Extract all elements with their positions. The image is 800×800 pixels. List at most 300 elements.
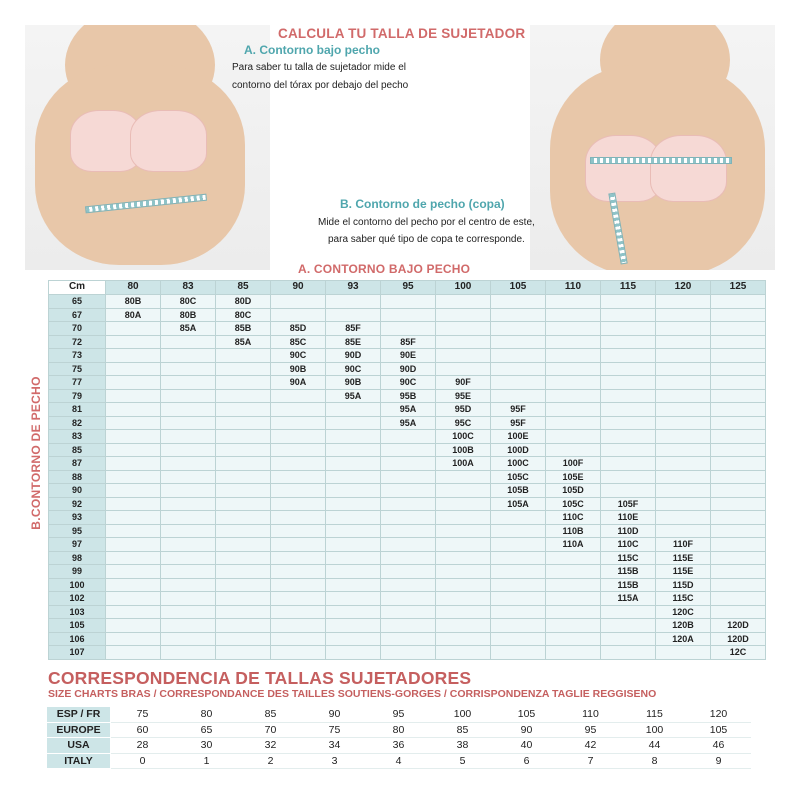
size-cell <box>106 430 161 444</box>
size-system-label: USA <box>47 738 111 754</box>
size-cell <box>216 362 271 376</box>
size-cell <box>546 605 601 619</box>
size-cell: 85B <box>216 322 271 336</box>
section-b-text-line2: para saber qué tipo de copa te corresponde. <box>328 234 525 245</box>
table-row <box>49 632 766 646</box>
size-cell <box>161 632 216 646</box>
size-cell <box>381 646 436 660</box>
correspondence-value: 105 <box>495 707 559 723</box>
correspondence-value: 40 <box>495 738 559 754</box>
size-cell <box>656 295 711 309</box>
size-cell <box>656 376 711 390</box>
size-cell <box>656 389 711 403</box>
bust-row-header: 82 <box>49 416 106 430</box>
size-cell <box>711 524 766 538</box>
size-cell <box>711 295 766 309</box>
size-cell <box>546 416 601 430</box>
underbust-column-header: 80 <box>106 281 161 295</box>
size-cell <box>656 443 711 457</box>
size-cell <box>711 389 766 403</box>
size-cell <box>326 605 381 619</box>
size-cell <box>381 632 436 646</box>
bra-size-table <box>48 280 766 660</box>
correspondence-value: 30 <box>175 738 239 754</box>
section-a-title: A. Contorno bajo pecho <box>244 43 380 57</box>
size-cell <box>271 524 326 538</box>
size-cell <box>161 430 216 444</box>
bust-row-header: 72 <box>49 335 106 349</box>
size-cell <box>656 403 711 417</box>
correspondence-value: 3 <box>303 753 367 769</box>
size-cell <box>271 443 326 457</box>
size-cell: 120B <box>656 619 711 633</box>
size-cell <box>216 389 271 403</box>
bust-row-header: 106 <box>49 632 106 646</box>
size-cell <box>601 362 656 376</box>
size-cell <box>106 349 161 363</box>
bust-row-header: 65 <box>49 295 106 309</box>
size-cell <box>491 349 546 363</box>
size-cell <box>436 565 491 579</box>
size-cell <box>546 322 601 336</box>
size-cell: 90D <box>326 349 381 363</box>
size-cell <box>381 605 436 619</box>
correspondence-value: 46 <box>687 738 751 754</box>
bust-row-header: 100 <box>49 578 106 592</box>
size-cell <box>381 443 436 457</box>
size-cell <box>161 335 216 349</box>
size-cell <box>546 349 601 363</box>
size-cell: 90A <box>271 376 326 390</box>
size-cell: 90B <box>326 376 381 390</box>
size-cell <box>106 619 161 633</box>
size-cell <box>546 632 601 646</box>
bust-row-header: 93 <box>49 511 106 525</box>
size-cell <box>601 389 656 403</box>
size-cell <box>381 497 436 511</box>
size-cell <box>546 295 601 309</box>
size-cell <box>546 430 601 444</box>
size-cell: 90C <box>271 349 326 363</box>
size-cell <box>711 578 766 592</box>
size-cell <box>436 497 491 511</box>
size-cell <box>601 376 656 390</box>
size-cell: 105C <box>546 497 601 511</box>
table-row <box>49 362 766 376</box>
size-cell <box>326 565 381 579</box>
size-cell <box>656 646 711 660</box>
size-cell <box>161 565 216 579</box>
correspondence-value: 85 <box>239 707 303 723</box>
size-cell <box>216 443 271 457</box>
size-cell <box>436 632 491 646</box>
correspondence-value: 100 <box>623 722 687 738</box>
size-cell <box>656 524 711 538</box>
size-cell <box>106 362 161 376</box>
size-cell <box>161 484 216 498</box>
size-cell <box>216 349 271 363</box>
size-cell <box>271 619 326 633</box>
size-cell <box>381 430 436 444</box>
size-cell: 85A <box>216 335 271 349</box>
size-cell: 85D <box>271 322 326 336</box>
table-row <box>49 430 766 444</box>
bust-row-header: 83 <box>49 430 106 444</box>
size-cell <box>546 335 601 349</box>
size-cell <box>381 551 436 565</box>
size-cell: 95E <box>436 389 491 403</box>
size-cell <box>601 430 656 444</box>
size-cell <box>106 457 161 471</box>
size-cell: 85F <box>326 322 381 336</box>
table-row <box>49 322 766 336</box>
bust-row-header: 107 <box>49 646 106 660</box>
table-row <box>49 308 766 322</box>
correspondence-value: 2 <box>239 753 303 769</box>
size-cell: 90D <box>381 362 436 376</box>
bust-row-header: 87 <box>49 457 106 471</box>
correspondence-value: 100 <box>431 707 495 723</box>
table-row <box>49 551 766 565</box>
size-cell <box>436 646 491 660</box>
size-cell <box>326 403 381 417</box>
bust-row-header: 102 <box>49 592 106 606</box>
size-cell <box>656 470 711 484</box>
table-row <box>49 605 766 619</box>
size-cell <box>546 592 601 606</box>
size-cell <box>326 457 381 471</box>
size-cell <box>711 605 766 619</box>
size-cell <box>711 335 766 349</box>
size-cell <box>656 362 711 376</box>
size-cell <box>491 538 546 552</box>
size-cell <box>491 389 546 403</box>
size-cell <box>216 430 271 444</box>
correspondence-value: 5 <box>431 753 495 769</box>
size-cell <box>161 619 216 633</box>
size-cell <box>326 308 381 322</box>
size-cell <box>326 646 381 660</box>
correspondence-value: 80 <box>175 707 239 723</box>
size-cell <box>491 335 546 349</box>
size-cell <box>326 592 381 606</box>
table-row <box>49 592 766 606</box>
section-b-text-line1: Mide el contorno del pecho por el centro de este, <box>318 217 535 228</box>
size-cell <box>271 565 326 579</box>
size-cell <box>271 605 326 619</box>
correspondence-value: 95 <box>559 722 623 738</box>
bust-row-header: 85 <box>49 443 106 457</box>
table-row <box>49 619 766 633</box>
size-cell <box>656 457 711 471</box>
size-cell <box>271 403 326 417</box>
size-cell <box>711 484 766 498</box>
underbust-axis-label: A. CONTORNO BAJO PECHO <box>298 262 471 276</box>
table-row <box>49 578 766 592</box>
table-row <box>49 524 766 538</box>
bust-row-header: 97 <box>49 538 106 552</box>
size-cell <box>436 578 491 592</box>
size-cell <box>656 335 711 349</box>
size-cell <box>601 322 656 336</box>
size-cell <box>711 457 766 471</box>
correspondence-value: 42 <box>559 738 623 754</box>
size-cell <box>271 457 326 471</box>
size-cell <box>491 295 546 309</box>
size-cell <box>106 511 161 525</box>
size-cell: 95C <box>436 416 491 430</box>
size-cell <box>216 565 271 579</box>
size-cell <box>161 349 216 363</box>
size-cell: 90F <box>436 376 491 390</box>
table-corner-cm: Cm <box>49 281 106 295</box>
size-cell <box>161 470 216 484</box>
size-cell <box>106 646 161 660</box>
size-cell: 100F <box>546 457 601 471</box>
size-cell <box>161 551 216 565</box>
size-cell: 105B <box>491 484 546 498</box>
underbust-column-header: 125 <box>711 281 766 295</box>
size-cell: 105A <box>491 497 546 511</box>
size-cell: 80A <box>106 308 161 322</box>
size-cell <box>656 497 711 511</box>
size-cell: 110A <box>546 538 601 552</box>
size-cell <box>436 524 491 538</box>
size-cell <box>601 484 656 498</box>
correspondence-value: 34 <box>303 738 367 754</box>
correspondence-row <box>47 707 751 723</box>
correspondence-value: 75 <box>303 722 367 738</box>
size-cell <box>326 578 381 592</box>
size-cell <box>326 619 381 633</box>
correspondence-value: 65 <box>175 722 239 738</box>
size-cell: 90E <box>381 349 436 363</box>
correspondence-value: 28 <box>111 738 175 754</box>
size-cell: 95A <box>381 416 436 430</box>
size-cell <box>711 551 766 565</box>
bust-row-header: 105 <box>49 619 106 633</box>
size-cell <box>216 497 271 511</box>
size-cell: 115C <box>601 551 656 565</box>
size-cell <box>711 565 766 579</box>
table-row <box>49 646 766 660</box>
size-cell <box>271 430 326 444</box>
size-cell: 115D <box>656 578 711 592</box>
size-cell <box>546 362 601 376</box>
correspondence-value: 80 <box>367 722 431 738</box>
size-cell: 85C <box>271 335 326 349</box>
correspondence-value: 90 <box>303 707 367 723</box>
size-cell <box>711 322 766 336</box>
size-system-label: ITALY <box>47 753 111 769</box>
size-cell <box>436 308 491 322</box>
size-cell <box>271 497 326 511</box>
size-cell <box>381 308 436 322</box>
size-cell <box>601 295 656 309</box>
underbust-column-header: 95 <box>381 281 436 295</box>
bust-row-header: 88 <box>49 470 106 484</box>
size-cell <box>436 335 491 349</box>
size-cell: 12C <box>711 646 766 660</box>
size-cell: 105C <box>491 470 546 484</box>
size-cell <box>601 443 656 457</box>
bust-row-header: 73 <box>49 349 106 363</box>
size-cell <box>711 470 766 484</box>
correspondence-row <box>47 722 751 738</box>
size-cell: 105E <box>546 470 601 484</box>
size-cell <box>381 457 436 471</box>
correspondence-value: 120 <box>687 707 751 723</box>
bust-row-header: 90 <box>49 484 106 498</box>
size-cell <box>271 389 326 403</box>
size-cell <box>436 538 491 552</box>
size-cell <box>106 632 161 646</box>
size-cell <box>601 308 656 322</box>
size-cell <box>271 551 326 565</box>
size-cell <box>161 524 216 538</box>
size-cell <box>491 578 546 592</box>
size-cell <box>546 389 601 403</box>
section-b-title: B. Contorno de pecho (copa) <box>340 197 505 211</box>
size-cell <box>271 511 326 525</box>
size-cell <box>271 295 326 309</box>
table-row <box>49 484 766 498</box>
size-cell <box>491 376 546 390</box>
size-cell <box>711 362 766 376</box>
size-cell: 85E <box>326 335 381 349</box>
table-row <box>49 538 766 552</box>
size-cell <box>161 646 216 660</box>
size-cell <box>381 322 436 336</box>
table-row <box>49 335 766 349</box>
correspondence-value: 110 <box>559 707 623 723</box>
size-cell <box>491 551 546 565</box>
size-cell <box>491 362 546 376</box>
table-row <box>49 416 766 430</box>
size-cell <box>436 362 491 376</box>
correspondence-row <box>47 753 751 769</box>
size-cell <box>711 349 766 363</box>
size-cell: 95A <box>381 403 436 417</box>
size-cell: 95B <box>381 389 436 403</box>
size-cell <box>106 416 161 430</box>
table-row <box>49 376 766 390</box>
size-cell <box>436 295 491 309</box>
table-row <box>49 497 766 511</box>
size-cell <box>601 403 656 417</box>
correspondence-value: 9 <box>687 753 751 769</box>
underbust-column-header: 85 <box>216 281 271 295</box>
size-cell <box>271 538 326 552</box>
size-cell <box>161 416 216 430</box>
correspondence-value: 0 <box>111 753 175 769</box>
size-cell: 110C <box>546 511 601 525</box>
size-cell <box>161 443 216 457</box>
size-cell <box>436 484 491 498</box>
size-cell <box>216 524 271 538</box>
size-cell <box>711 430 766 444</box>
size-cell <box>601 470 656 484</box>
size-cell <box>106 524 161 538</box>
size-cell <box>601 632 656 646</box>
correspondence-value: 60 <box>111 722 175 738</box>
size-cell: 90C <box>326 362 381 376</box>
bust-row-header: 92 <box>49 497 106 511</box>
size-cell <box>381 524 436 538</box>
size-cell: 80C <box>161 295 216 309</box>
size-cell <box>381 592 436 606</box>
size-cell <box>326 511 381 525</box>
size-cell: 120D <box>711 632 766 646</box>
size-cell: 85A <box>161 322 216 336</box>
size-cell <box>161 605 216 619</box>
size-cell <box>106 605 161 619</box>
size-cell <box>326 632 381 646</box>
photo-measure-bust <box>530 25 775 270</box>
size-cell <box>161 538 216 552</box>
size-cell <box>216 646 271 660</box>
underbust-column-header: 120 <box>656 281 711 295</box>
correspondence-value: 90 <box>495 722 559 738</box>
correspondence-title: CORRESPONDENCIA DE TALLAS SUJETADORES <box>48 668 472 688</box>
bust-row-header: 99 <box>49 565 106 579</box>
bust-row-header: 95 <box>49 524 106 538</box>
bust-row-header: 81 <box>49 403 106 417</box>
size-cell <box>436 592 491 606</box>
correspondence-value: 85 <box>431 722 495 738</box>
size-cell <box>271 592 326 606</box>
correspondence-row <box>47 738 751 754</box>
table-row <box>49 403 766 417</box>
size-cell <box>381 511 436 525</box>
size-cell: 115C <box>656 592 711 606</box>
correspondence-value: 4 <box>367 753 431 769</box>
size-system-label: EUROPE <box>47 722 111 738</box>
bust-row-header: 98 <box>49 551 106 565</box>
correspondence-value: 7 <box>559 753 623 769</box>
correspondence-value: 75 <box>111 707 175 723</box>
size-cell <box>271 470 326 484</box>
size-cell <box>711 376 766 390</box>
size-cell <box>161 362 216 376</box>
size-cell <box>656 308 711 322</box>
correspondence-value: 95 <box>367 707 431 723</box>
bust-row-header: 70 <box>49 322 106 336</box>
size-cell <box>381 578 436 592</box>
size-cell <box>106 592 161 606</box>
size-cell <box>546 376 601 390</box>
size-cell <box>326 470 381 484</box>
size-cell <box>436 619 491 633</box>
bust-row-header: 77 <box>49 376 106 390</box>
size-cell <box>546 565 601 579</box>
size-cell <box>161 389 216 403</box>
page-title: CALCULA TU TALLA DE SUJETADOR <box>278 26 526 41</box>
correspondence-value: 1 <box>175 753 239 769</box>
correspondence-value: 38 <box>431 738 495 754</box>
size-cell <box>161 578 216 592</box>
size-cell <box>161 457 216 471</box>
size-cell <box>491 592 546 606</box>
size-cell <box>711 443 766 457</box>
size-cell <box>216 403 271 417</box>
size-cell <box>711 511 766 525</box>
size-cell <box>491 605 546 619</box>
size-cell <box>216 416 271 430</box>
size-cell <box>491 308 546 322</box>
size-cell <box>106 565 161 579</box>
section-a-text-line2: contorno del tórax por debajo del pecho <box>232 80 409 91</box>
